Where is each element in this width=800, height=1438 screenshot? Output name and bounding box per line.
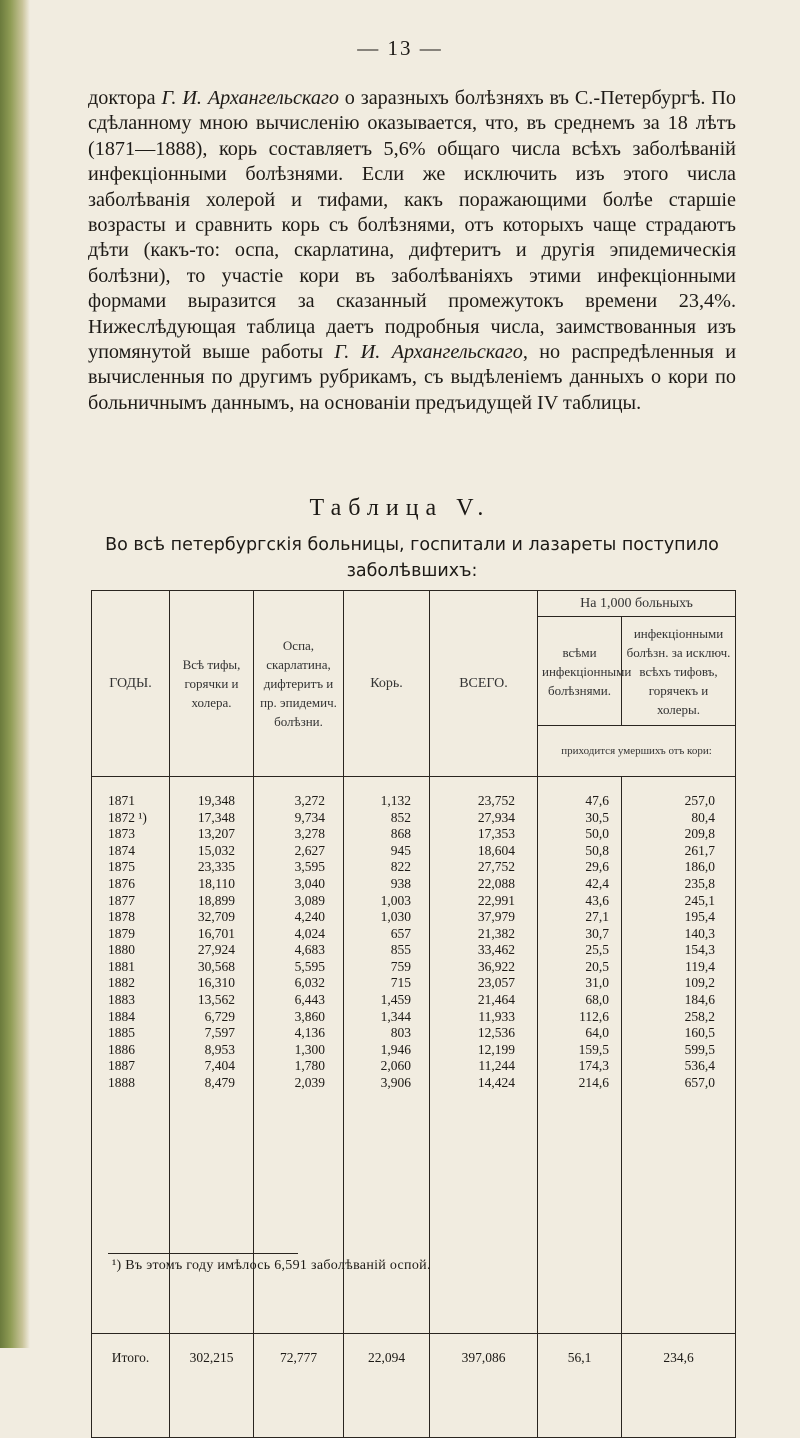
table-cell-all: 64,0 [585, 1025, 609, 1041]
table-cell-measles: 1,003 [380, 892, 411, 908]
table-cell-excl: 154,3 [684, 942, 715, 958]
table-cell-total: 23,752 [477, 792, 515, 808]
table-cell-all: 31,0 [585, 975, 609, 991]
table-cell-measles: 1,132 [380, 792, 411, 808]
table-cell-all: 30,7 [585, 925, 609, 941]
table-cell-typhus: 32,709 [197, 909, 235, 925]
table-cell-excl: 245,1 [684, 892, 715, 908]
table-cell-smallpox: 4,240 [294, 909, 325, 925]
table-cell-excl: 80,4 [691, 809, 715, 825]
table-cell-smallpox: 3,860 [294, 1008, 325, 1024]
table-cell-measles: 657 [390, 925, 411, 941]
table-cell-excl: 119,4 [685, 958, 715, 974]
table-cell-total: 14,424 [477, 1075, 515, 1091]
table-cell-measles: 852 [390, 809, 411, 825]
table-cell-excl: 195,4 [684, 909, 715, 925]
table-cell-year: 1875 [108, 859, 135, 875]
author-name-1: Г. И. Архангельскаго [161, 87, 339, 109]
paragraph-part-2: о заразныхъ болѣзняхъ въ С.-Петербургѣ. По сдѣланному мною вычисленію оказывается, что, въ среднемъ за 18 лѣтъ (1871—1888), корь составляетъ 5,6% общаго числа всѣхъ заболѣваній инфекціонными болѣзнями. Если же исключить изъ этого числа заболѣванія холерой и тифами, какъ поражающими болѣе старшіе возрасты и сравнить корь съ болѣзнями, отъ которыхъ чаще страдаютъ дѣти (какъ-то: оспа, скарлатина, дифтеритъ и другія эпидемическія болѣзни), то участіе кори въ заболѣваніяхъ этими инфекціонными формами выразится за сказанный промежутокъ времени 23,4%. Нижеслѣдующая таблица даетъ подробныя числа, заимствованныя изъ упомянутой выше работы [88, 87, 736, 364]
table-cell-measles: 803 [390, 1025, 411, 1041]
table-cell-typhus: 6,729 [204, 1008, 235, 1024]
total-label: Итого. [92, 1333, 170, 1437]
header-per-1000: На 1,000 больныхъ [538, 591, 736, 617]
total-smallpox: 72,777 [254, 1333, 344, 1437]
table-cell-measles: 2,060 [380, 1058, 411, 1074]
table-cell-total: 22,088 [477, 875, 515, 891]
table-cell-total: 11,933 [478, 1008, 515, 1024]
table-cell-typhus: 13,207 [197, 826, 235, 842]
author-name-2: Г. И. Архангельскаго [334, 341, 523, 364]
footnote-rule [108, 1253, 298, 1254]
table-cell-smallpox: 2,627 [294, 842, 325, 858]
table-cell-measles: 715 [390, 975, 411, 991]
table-cell-typhus: 16,701 [197, 925, 235, 941]
table-cell-total: 37,979 [477, 909, 515, 925]
table-cell-typhus: 13,562 [197, 992, 235, 1008]
table-cell-total: 12,536 [477, 1025, 515, 1041]
table-cell-smallpox: 4,683 [294, 942, 325, 958]
table-cell-year: 1878 [108, 909, 135, 925]
table-cell-total: 21,464 [477, 992, 515, 1008]
table-cell-all: 29,6 [585, 859, 609, 875]
table-subtitle: Во всѣ петербургскія больницы, госпитали и лазареты поступило заболѣвшихъ: [105, 535, 719, 581]
table-cell-all: 20,5 [585, 958, 609, 974]
table-cell-excl: 209,8 [684, 826, 715, 842]
table-cell-all: 214,6 [578, 1075, 609, 1091]
table-cell-excl: 257,0 [684, 792, 715, 808]
table-cell-excl: 235,8 [684, 875, 715, 891]
table-cell-year: 1877 [108, 892, 135, 908]
column-excl-infectious [622, 776, 736, 1333]
table-cell-smallpox: 6,032 [294, 975, 325, 991]
table-cell-all: 174,3 [578, 1058, 609, 1074]
column-years [92, 776, 170, 1333]
table-cell-all: 68,0 [585, 992, 609, 1008]
table-cell-typhus: 27,924 [197, 942, 235, 958]
table-cell-all: 30,5 [585, 809, 609, 825]
column-measles [344, 776, 430, 1333]
body-paragraph [88, 86, 736, 416]
table-cell-total: 18,604 [477, 842, 515, 858]
table-cell-measles: 1,344 [380, 1008, 411, 1024]
header-all-infectious: всѣми инфекціонными болѣзнями. [538, 617, 622, 726]
table-cell-all: 25,5 [585, 942, 609, 958]
table-cell-total: 11,244 [478, 1058, 515, 1074]
table-cell-total: 33,462 [477, 942, 515, 958]
table-cell-typhus: 23,335 [197, 859, 235, 875]
table-cell-total: 12,199 [477, 1041, 515, 1057]
column-total [430, 776, 538, 1333]
total-measles: 22,094 [344, 1333, 430, 1437]
table-data-row [92, 776, 736, 1333]
table-cell-typhus: 19,348 [197, 792, 235, 808]
table-cell-measles: 3,906 [380, 1075, 411, 1091]
table-cell-measles: 1,459 [380, 992, 411, 1008]
table-cell-year: 1881 [108, 958, 135, 974]
table-cell-typhus: 7,404 [204, 1058, 235, 1074]
table-cell-smallpox: 1,780 [294, 1058, 325, 1074]
table-cell-measles: 759 [390, 958, 411, 974]
table-cell-all: 47,6 [585, 792, 609, 808]
column-smallpox [254, 776, 344, 1333]
table-cell-typhus: 18,110 [198, 875, 235, 891]
paragraph-part-3: , но распредѣленныя и вычисленныя по другимъ рубрикамъ, съ выдѣленіемъ данныхъ о кори по больничнымъ даннымъ, на основаніи предъидущей IV таблицы. [88, 341, 737, 414]
table-cell-smallpox: 3,595 [294, 859, 325, 875]
header-excl-infectious: инфекціонными болѣзн. за исключ. всѣхъ тифовъ, горячекъ и холеры. [622, 617, 736, 726]
table-cell-smallpox: 3,278 [294, 826, 325, 842]
table-cell-year: 1880 [108, 942, 135, 958]
table-cell-smallpox: 4,136 [294, 1025, 325, 1041]
table-cell-excl: 109,2 [684, 975, 715, 991]
table-cell-excl: 657,0 [684, 1075, 715, 1091]
table-cell-year: 1879 [108, 925, 135, 941]
total-per-1000-all: 56,1 [538, 1333, 622, 1437]
column-typhus [170, 776, 254, 1333]
table-cell-year: 1871 [108, 792, 135, 808]
table-cell-typhus: 16,310 [197, 975, 235, 991]
table-cell-year: 1883 [108, 992, 135, 1008]
column-all-infectious [538, 776, 622, 1333]
table-cell-measles: 1,030 [380, 909, 411, 925]
table-cell-year: 1874 [108, 842, 135, 858]
table-cell-smallpox: 4,024 [294, 925, 325, 941]
table-cell-smallpox: 5,595 [294, 958, 325, 974]
table-cell-total: 27,934 [477, 809, 515, 825]
table-cell-total: 36,922 [477, 958, 515, 974]
table-cell-year: 1885 [108, 1025, 135, 1041]
table-cell-excl: 184,6 [684, 992, 715, 1008]
table-cell-measles: 1,946 [380, 1041, 411, 1057]
table-cell-excl: 186,0 [684, 859, 715, 875]
table-cell-year: 1884 [108, 1008, 135, 1024]
table-cell-all: 42,4 [585, 875, 609, 891]
table-cell-excl: 536,4 [684, 1058, 715, 1074]
table-cell-typhus: 18,899 [197, 892, 235, 908]
table-cell-typhus: 8,479 [204, 1075, 235, 1091]
total-all: 397,086 [430, 1333, 538, 1437]
table-cell-typhus: 7,597 [204, 1025, 235, 1041]
table-cell-all: 50,8 [585, 842, 609, 858]
table-cell-typhus: 17,348 [197, 809, 235, 825]
table-cell-total: 17,353 [477, 826, 515, 842]
table-cell-smallpox: 3,040 [294, 875, 325, 891]
table-cell-smallpox: 9,734 [294, 809, 325, 825]
table-cell-all: 112,6 [579, 1008, 609, 1024]
table-cell-smallpox: 3,272 [294, 792, 325, 808]
table-cell-year: 1882 [108, 975, 135, 991]
table-cell-all: 159,5 [578, 1041, 609, 1057]
table-cell-excl: 140,3 [684, 925, 715, 941]
table-cell-measles: 855 [390, 942, 411, 958]
table-cell-measles: 868 [390, 826, 411, 842]
table-cell-all: 27,1 [585, 909, 609, 925]
table-cell-excl: 160,5 [684, 1025, 715, 1041]
table-cell-year: 1876 [108, 875, 135, 891]
table-cell-typhus: 15,032 [197, 842, 235, 858]
table-cell-all: 50,0 [585, 826, 609, 842]
page-number: — 13 — [357, 36, 443, 60]
header-measles: Корь. [344, 591, 430, 777]
statistics-table [91, 590, 736, 1438]
header-total: ВСЕГО. [430, 591, 538, 777]
table-cell-measles: 822 [390, 859, 411, 875]
header-years: ГОДЫ. [92, 591, 170, 777]
table-cell-smallpox: 3,089 [294, 892, 325, 908]
table-cell-total: 21,382 [477, 925, 515, 941]
footnote: ¹) Въ этомъ году имѣлось 6,591 заболѣваній оспой. [112, 1258, 431, 1273]
table-cell-year: 1872 ¹) [108, 809, 147, 825]
table-cell-smallpox: 6,443 [294, 992, 325, 1008]
table-cell-smallpox: 1,300 [294, 1041, 325, 1057]
table-cell-excl: 599,5 [684, 1041, 715, 1057]
table-cell-year: 1888 [108, 1075, 135, 1091]
total-per-1000-excl: 234,6 [622, 1333, 736, 1437]
table-cell-smallpox: 2,039 [294, 1075, 325, 1091]
table-cell-year: 1873 [108, 826, 135, 842]
header-smallpox: Оспа, скарлатина, дифтеритъ и пр. эпидемич. болѣзни. [254, 591, 344, 777]
table-cell-total: 22,991 [477, 892, 515, 908]
table-cell-measles: 945 [390, 842, 411, 858]
header-deaths-note: приходится умершихъ отъ кори: [538, 725, 736, 776]
paragraph-part-1: доктора [88, 87, 162, 109]
table-cell-year: 1887 [108, 1058, 135, 1074]
table-cell-all: 43,6 [585, 892, 609, 908]
header-typhus: Всѣ тифы, горячки и холера. [170, 591, 254, 777]
table-cell-excl: 261,7 [684, 842, 715, 858]
total-typhus: 302,215 [170, 1333, 254, 1437]
page-edge-shadow [0, 0, 30, 1348]
table-cell-excl: 258,2 [684, 1008, 715, 1024]
table-cell-year: 1886 [108, 1041, 135, 1057]
table-cell-total: 27,752 [477, 859, 515, 875]
table-cell-total: 23,057 [477, 975, 515, 991]
table-title: Таблица V. [309, 495, 491, 521]
table-cell-measles: 938 [390, 875, 411, 891]
table-cell-typhus: 30,568 [197, 958, 235, 974]
table-cell-typhus: 8,953 [204, 1041, 235, 1057]
